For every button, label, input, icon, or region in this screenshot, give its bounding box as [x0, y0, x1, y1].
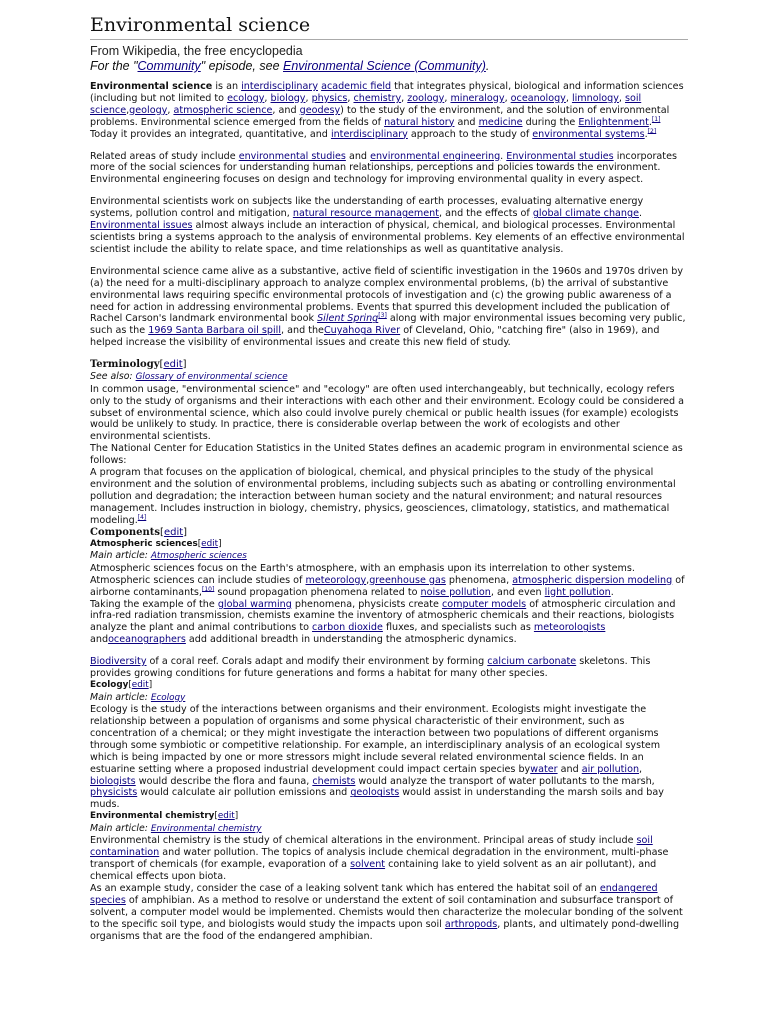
link-atmospheric-sciences[interactable]: Atmospheric sciences	[150, 551, 247, 562]
link-silent-spring[interactable]: Silent Spring	[317, 313, 379, 325]
components-heading: Components[edit]	[90, 526, 188, 538]
link-enlightenment[interactable]: Enlightenment	[578, 116, 649, 128]
link-dispersion-modeling[interactable]: atmospheric dispersion modeling	[512, 574, 673, 586]
terminology-paragraph-3: A program that focuses on the application of biological, chemical, and physical principles to the study of the physical environment and the solution of environmental problems, including subjects such as abating or controlling environmental pollution and degradation; the interaction between human society and the natural environment; and natural resources management. Includes instruction in biology, chemistry, physics, geosciences, climatology, statistics, and mathematical modeling.[4]	[90, 467, 676, 526]
link-environmental-studies[interactable]: environmental studies	[238, 150, 346, 162]
terminology-paragraph-2: The National Center for Education Statistics in the United States defines an academic program in environmental science as follows:	[90, 443, 683, 467]
link-zoology[interactable]: zoology	[407, 92, 445, 104]
link-endangered-species[interactable]: endangered species	[90, 883, 658, 906]
link-meteorology[interactable]: meteorology	[305, 574, 367, 586]
edit-link[interactable]: edit	[217, 811, 235, 822]
link-ecology[interactable]: ecology	[227, 92, 265, 104]
link-environmental-engineering[interactable]: environmental engineering	[370, 150, 501, 162]
link-environmental-systems[interactable]: environmental systems	[532, 128, 645, 140]
ref-4[interactable]: [4]	[137, 513, 147, 521]
main-article-note: Main article: Atmospheric sciences	[90, 550, 247, 562]
link-global-climate-change[interactable]: global climate change	[532, 208, 639, 220]
link-geologists[interactable]: geologists	[350, 787, 400, 799]
link-physicists[interactable]: physicists	[90, 787, 138, 799]
terminology-paragraph-1: In common usage, "environmental science" and "ecology" are often used interchangeably, but technically, ecology refers only to the study of organisms and their interactions with each other and their environment. Ecology could be considered a subset of environmental science, which also could involve purely chemical or public health issues (for example) ecologists would be unlikely to study. In practice, there is considerable overlap between the work of ecologists and other environmental scientists.	[90, 383, 685, 443]
link-calcium-carbonate[interactable]: calcium carbonate	[487, 656, 577, 668]
ecology-heading: Ecology[edit]	[90, 679, 153, 690]
page-title: Environmental science	[90, 14, 688, 40]
link-atmospheric-science[interactable]: atmospheric science	[173, 104, 273, 116]
see-also-note: See also: Glossary of environmental science	[90, 371, 288, 383]
link-interdisciplinary[interactable]: interdisciplinary	[241, 81, 318, 92]
link-water[interactable]: water	[530, 763, 558, 775]
edit-link[interactable]: edit	[201, 538, 219, 549]
terminology-heading: Terminology[edit]	[90, 359, 187, 371]
link-cuyahoga-river[interactable]: Cuyahoga River	[323, 325, 401, 337]
link-biologists[interactable]: biologists	[90, 775, 136, 787]
edit-link[interactable]: edit	[131, 679, 149, 690]
link-interdisciplinary-2[interactable]: interdisciplinary	[330, 128, 408, 140]
image-caption: Biodiversity of a coral reef. Corals adapt and modify their environment by forming calcium carbonate skeletons. This provides growing conditions for future generations and forms a habitat for many other species.	[90, 656, 651, 680]
link-env-science-community[interactable]: Environmental Science (Community)	[283, 59, 486, 73]
envchem-paragraph-1: Environmental chemistry is the study of chemical alterations in the environment. Principal areas of study include soil contamination and water pollution. The topics of analysis include chemical degradation in the environment, multi-phase transport of chemicals (for example, evaporation of a solvent containing lake to yield solvent as an air pollutant), and chemical effects upon biota.	[90, 835, 669, 883]
link-chemistry[interactable]: chemistry	[353, 92, 402, 104]
hatnote: For the "Community" episode, see Environmental Science (Community).	[90, 59, 490, 73]
link-solvent[interactable]: solvent	[350, 859, 386, 871]
page-subtitle: From Wikipedia, the free encyclopedia	[90, 44, 303, 58]
main-article-note: Main article: Ecology	[90, 691, 186, 703]
envchem-heading: Environmental chemistry[edit]	[90, 811, 239, 822]
link-physics[interactable]: physics	[311, 92, 348, 104]
link-chemists[interactable]: chemists	[312, 775, 356, 787]
link-arthropods[interactable]: arthropods	[444, 918, 498, 930]
link-global-warming[interactable]: global warming	[217, 598, 292, 610]
ref-2[interactable]: [2]	[647, 127, 657, 135]
scientists-paragraph: Environmental scientists work on subjects like the understanding of earth processes, evaluating alternative energy systems, pollution control and mitigation, natural resource management, and the effects of global climate change. Environmental issues almost always include an interaction of physical, chemical, and biological processes. Environmental scientists bring a systems approach to the analysis of environmental problems. Key elements of an effective environmental scientist include the ability to relate space, and time relationships as well as quantitative analysis.	[90, 196, 685, 255]
edit-link[interactable]: edit	[163, 526, 184, 538]
link-environmental-issues[interactable]: Environmental issues	[90, 220, 193, 232]
edit-link[interactable]: edit	[163, 359, 183, 371]
atmospheric-paragraph-2: Taking the example of the global warming phenomena, physicists create computer models of atmospheric circulation and infra-red radiation transmission, chemists examine the inventory of atmospheric chemicals and their reactions, biologists analyze the plant and animal contributions to carbon dioxide fluxes, and specialists such as meteorologists andoceanographers add additional breadth in understanding the atmospheric dynamics.	[90, 598, 676, 646]
atmospheric-paragraph-1: Atmospheric sciences focus on the Earth's atmosphere, with an emphasis upon its interrelation to other systems. Atmospheric sciences can include studies of meteorology,greenhouse gas phenomena, atmospheric dispersion modeling of airborne contaminants,[10] sound propagation phenomena related to noise pollution, and even light pollution.	[90, 562, 685, 598]
link-light-pollution[interactable]: light pollution	[544, 586, 611, 598]
link-soil-contamination[interactable]: soil contamination	[90, 835, 653, 859]
intro-paragraph: Environmental science is an interdisciplinary academic field that integrates physical, biological and information sciences (including but not limited to ecology, biology, physics, chemistry, zoology, mineralogy, oceanology, limnology, soil science,geology, atmospheric science, and geodesy) to the study of the environment, and the solution of environmental problems. Environmental science emerged from the fields of natural history and medicine during the Enlightenment.[1] Today it provides an integrated, quantitative, and interdisciplinary approach to the study of environmental systems.[2]	[90, 81, 684, 140]
link-computer-models[interactable]: computer models	[441, 598, 527, 610]
link-meteorologists[interactable]: meteorologists	[533, 622, 606, 634]
link-academic-field[interactable]: academic field	[321, 81, 392, 92]
link-ecology-main[interactable]: Ecology	[150, 692, 186, 703]
ref-10[interactable]: [10]	[201, 585, 215, 593]
ref-1[interactable]: [1]	[651, 115, 661, 123]
link-carbon-dioxide[interactable]: carbon dioxide	[312, 622, 383, 634]
link-environmental-chemistry[interactable]: Environmental chemistry	[150, 823, 262, 834]
link-soil-science[interactable]: soil science	[90, 92, 642, 116]
link-oceanology[interactable]: oceanology	[510, 92, 566, 104]
main-article-note: Main article: Environmental chemistry	[90, 822, 262, 834]
envchem-paragraph-2: As an example study, consider the case of a leaking solvent tank which has entered the habitat soil of an endangered species of amphibian. As a method to resolve or understand the extent of soil contamination and subsurface transport of solvent, a computer model would be implemented. Chemists would then characterize the molecular bonding of the solvent to the specific soil type, and biologists would study the impacts upon soil arthropods, plants, and ultimately pond-dwelling organisms that are the food of the endangered amphibian.	[90, 883, 683, 942]
ref-3[interactable]: [3]	[378, 312, 387, 320]
link-environmental-studies-2[interactable]: Environmental studies	[506, 150, 614, 162]
related-areas-paragraph: Related areas of study include environmental studies and environmental engineering. Environmental studies incorporates more of the social sciences for understanding human relationships, perceptions and policies towards the environment. Environmental engineering focuses on design and technology for improving environmental quality in every aspect.	[90, 150, 677, 186]
link-greenhouse-gas[interactable]: greenhouse gas	[369, 574, 446, 586]
history-paragraph: Environmental science came alive as a substantive, active field of scientific investigation in the 1960s and 1970s driven by (a) the need for a multi-disciplinary approach to analyze complex environmental problems, (b) the arrival of substantive environmental laws requiring specific environmental protocols of investigation and (c) the growing public awareness of a need for action in addressing environmental problems. Events that spurred this development included the publication of Rachel Carson's landmark environmental book Silent Spring[3] along with major environmental issues becoming very public, such as the 1969 Santa Barbara oil spill, and theCuyahoga River of Cleveland, Ohio, "catching fire" (also in 1969), and helped increase the visibility of environmental issues and create this new field of study.	[90, 265, 686, 349]
link-medicine[interactable]: medicine	[478, 116, 523, 128]
link-biology[interactable]: biology	[270, 92, 306, 104]
link-mineralogy[interactable]: mineralogy	[450, 92, 505, 104]
link-geodesy[interactable]: geodesy	[299, 104, 341, 116]
link-biodiversity[interactable]: Biodiversity	[90, 656, 147, 668]
link-natural-history[interactable]: natural history	[384, 116, 455, 128]
link-glossary[interactable]: Glossary of environmental science	[135, 372, 288, 383]
link-limnology[interactable]: limnology	[571, 92, 619, 104]
atmospheric-heading: Atmospheric sciences[edit]	[90, 538, 222, 549]
link-natural-resource-management[interactable]: natural resource management	[292, 208, 440, 220]
link-oceanographers[interactable]: oceanographers	[108, 634, 186, 646]
link-community[interactable]: Community	[137, 59, 201, 73]
article	[90, 0, 688, 943]
link-santa-barbara-oil-spill[interactable]: 1969 Santa Barbara oil spill	[148, 325, 282, 337]
link-air-pollution[interactable]: air pollution	[581, 763, 640, 775]
link-noise-pollution[interactable]: noise pollution	[420, 586, 491, 598]
link-geology[interactable]: geology	[129, 104, 168, 116]
ecology-paragraph: Ecology is the study of the interactions between organisms and their environment. Ecologists might investigate the relationship between a population of organisms and some physical characteristic of their environment, such as concentration of a chemical; or they might investigate the interaction between two populations of different organisms through some symbiotic or competitive relationship. For example, an interdisciplinary analysis of an ecological system which is being impacted by one or more stressors might include several related environmental science fields. In an estuarine setting where a proposed industrial development could impact certain species bywater and air pollution, biologists would describe the flora and fauna, chemists would analyze the transport of water pollutants to the marsh, physicists would calculate air pollution emissions and geologists would assist in understanding the marsh soils and bay muds.	[90, 704, 664, 811]
